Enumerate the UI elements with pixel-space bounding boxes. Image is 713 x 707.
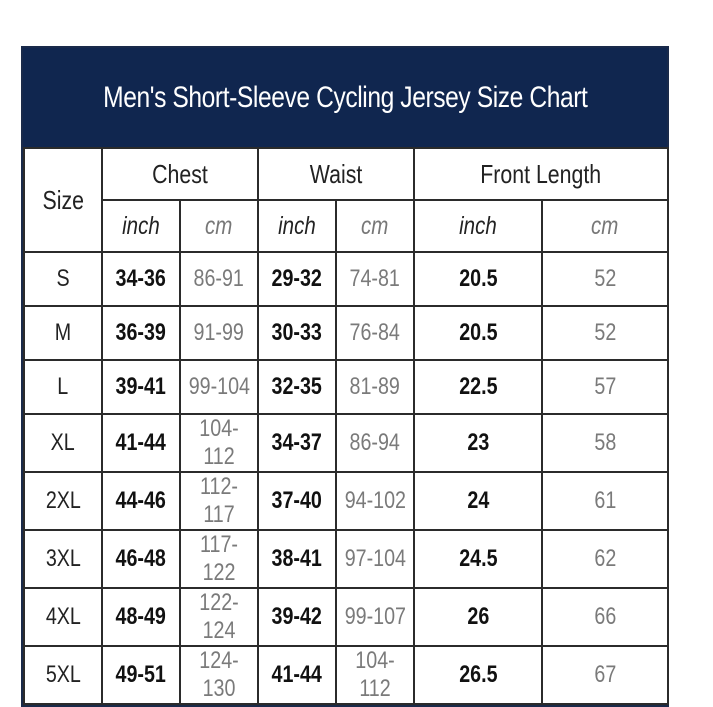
front-length-inch-cell: 24.5	[414, 530, 542, 588]
size-cell: XL	[24, 414, 102, 472]
chest-cm-cell: 122-124	[180, 588, 258, 646]
chest-cm-header: cm	[180, 200, 258, 252]
waist-inch-cell: 41-44	[258, 646, 336, 704]
front-length-cm-cell: 67	[542, 646, 668, 704]
chest-inch-cell: 49-51	[102, 646, 180, 704]
chest-cm-cell: 117-122	[180, 530, 258, 588]
size-chart	[21, 46, 669, 707]
table-row	[24, 360, 668, 414]
size-cell: 5XL	[24, 646, 102, 704]
waist-cm-cell: 76-84	[336, 306, 414, 360]
front-length-cm-cell: 66	[542, 588, 668, 646]
front-length-cm-cell: 62	[542, 530, 668, 588]
size-cell: 4XL	[24, 588, 102, 646]
table-row	[24, 472, 668, 530]
size-table	[23, 147, 669, 705]
waist-cm-cell: 104-112	[336, 646, 414, 704]
waist-header: Waist	[258, 148, 414, 200]
waist-inch-cell: 34-37	[258, 414, 336, 472]
front-length-cm-cell: 61	[542, 472, 668, 530]
chest-inch-cell: 48-49	[102, 588, 180, 646]
size-header: Size	[24, 148, 102, 252]
waist-inch-cell: 37-40	[258, 472, 336, 530]
front-length-cm-cell: 57	[542, 360, 668, 414]
front-length-inch-header: inch	[414, 200, 542, 252]
waist-inch-cell: 32-35	[258, 360, 336, 414]
chest-inch-cell: 39-41	[102, 360, 180, 414]
chest-cm-cell: 91-99	[180, 306, 258, 360]
waist-inch-cell: 29-32	[258, 252, 336, 306]
size-cell: L	[24, 360, 102, 414]
chest-cm-cell: 99-104	[180, 360, 258, 414]
chest-cm-cell: 86-91	[180, 252, 258, 306]
header-unit-row	[24, 200, 668, 252]
size-cell: M	[24, 306, 102, 360]
size-cell: 2XL	[24, 472, 102, 530]
chest-inch-cell: 41-44	[102, 414, 180, 472]
waist-cm-header: cm	[336, 200, 414, 252]
table-row	[24, 414, 668, 472]
chart-title-bar	[23, 48, 667, 147]
front-length-cm-cell: 52	[542, 306, 668, 360]
table-row	[24, 252, 668, 306]
waist-cm-cell: 99-107	[336, 588, 414, 646]
waist-cm-cell: 74-81	[336, 252, 414, 306]
chest-cm-cell: 112-117	[180, 472, 258, 530]
front-length-inch-cell: 22.5	[414, 360, 542, 414]
waist-cm-cell: 86-94	[336, 414, 414, 472]
front-length-cm-header: cm	[542, 200, 668, 252]
front-length-inch-cell: 23	[414, 414, 542, 472]
front-length-cm-cell: 58	[542, 414, 668, 472]
chest-inch-cell: 44-46	[102, 472, 180, 530]
waist-cm-cell: 94-102	[336, 472, 414, 530]
front-length-inch-cell: 20.5	[414, 306, 542, 360]
waist-cm-cell: 97-104	[336, 530, 414, 588]
chest-inch-cell: 46-48	[102, 530, 180, 588]
size-cell: 3XL	[24, 530, 102, 588]
front-length-inch-cell: 20.5	[414, 252, 542, 306]
table-row	[24, 530, 668, 588]
waist-inch-cell: 39-42	[258, 588, 336, 646]
front-length-inch-cell: 26.5	[414, 646, 542, 704]
table-row	[24, 646, 668, 704]
waist-cm-cell: 81-89	[336, 360, 414, 414]
table-row	[24, 588, 668, 646]
chest-cm-cell: 104-112	[180, 414, 258, 472]
chest-cm-cell: 124-130	[180, 646, 258, 704]
chest-inch-cell: 34-36	[102, 252, 180, 306]
front-length-cm-cell: 52	[542, 252, 668, 306]
front-length-inch-cell: 24	[414, 472, 542, 530]
chart-title: Men's Short-Sleeve Cycling Jersey Size Chart	[102, 80, 588, 114]
waist-inch-header: inch	[258, 200, 336, 252]
waist-inch-cell: 30-33	[258, 306, 336, 360]
size-cell: S	[24, 252, 102, 306]
chest-inch-cell: 36-39	[102, 306, 180, 360]
table-row	[24, 306, 668, 360]
front-length-inch-cell: 26	[414, 588, 542, 646]
chest-header: Chest	[102, 148, 258, 200]
waist-inch-cell: 38-41	[258, 530, 336, 588]
header-group-row	[24, 148, 668, 200]
chest-inch-header: inch	[102, 200, 180, 252]
front-length-header: Front Length	[414, 148, 668, 200]
